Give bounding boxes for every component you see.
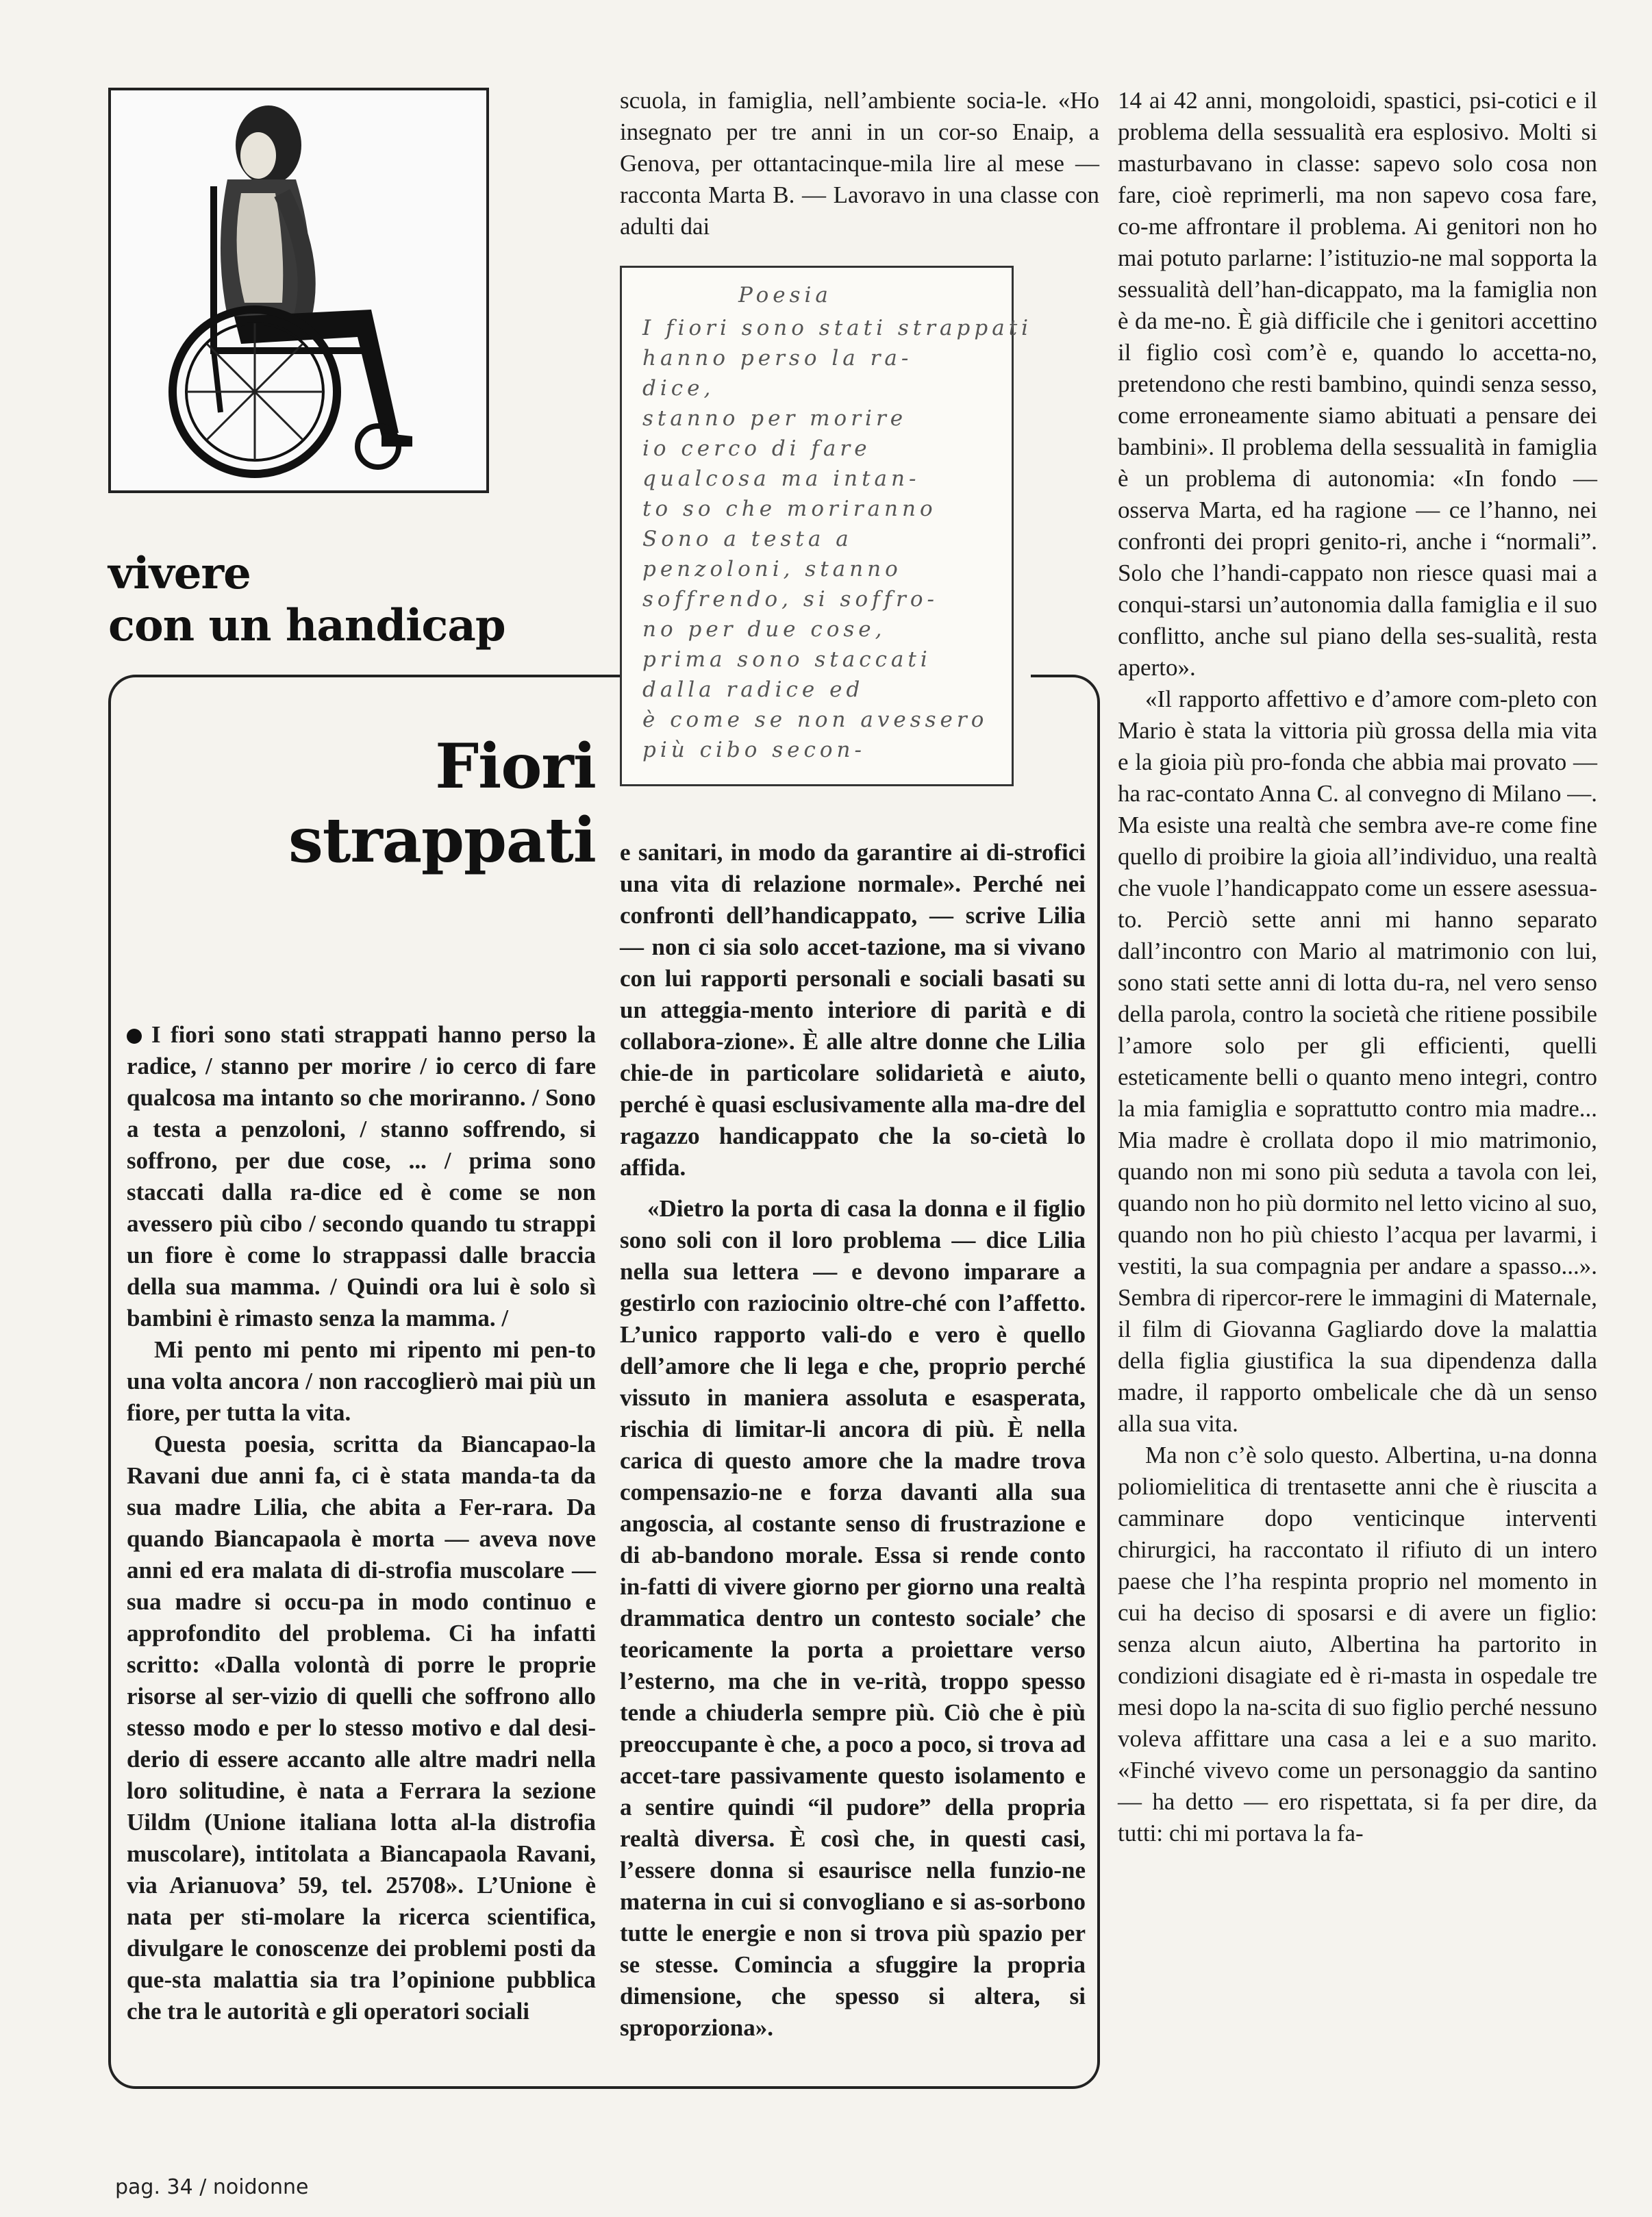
column-middle-bottom bbox=[620, 837, 1086, 2044]
poem-line: dice, bbox=[642, 376, 715, 401]
paragraph: Questa poesia, scritta da Biancapao-la Ravani due anni fa, ci è stata manda-ta da sua madre Lilia, che abita a Fer-rara. Da quando Biancapaola è morta — aveva nove anni ed era malata di di-strofia muscolare — sua madre si occu-pa in modo continuo e approfondito del problema. Ci ha infatti scritto: «Dalla volontà di porre le proprie risorse al ser-vizio di quelli che soffrono allo stesso modo e per lo stesso motivo e dal desi-derio di essere accanto alle altre madri nella loro solitudine, è nata a Ferrara la sezione Uildm (Unione italiana lotta al-la distrofia muscolare), intitolata a Biancapaola Ravani, via Arianuova’ 59, tel. 25708». L’Unione è nata per sti-molare la ricerca scientifica, divulgare le conoscenze dei problemi posti da que-sta malattia sia tra l’opinione pubblica che tra le autorità e gli operatori sociali bbox=[127, 1431, 596, 2025]
poem-line: no per due cose, bbox=[642, 617, 886, 642]
page-footer: pag. 34 / noidonne bbox=[115, 2175, 309, 2199]
poem-line: penzoloni, stanno bbox=[642, 557, 902, 581]
poem-line: prima sono staccati bbox=[642, 647, 931, 672]
poem-line: io cerco di fare bbox=[642, 436, 871, 461]
poem-line: qualcosa ma intan- bbox=[642, 466, 921, 491]
column-left bbox=[127, 1019, 596, 2027]
paragraph-text: I fiori sono stati strappati hanno perso la radice, / stanno per morire / io cerco di fare qualcosa ma intanto so che moriranno. / Sono a testa a penzoloni, / stanno soffrendo, si soffrono, per due cose, ... / prima sono staccati dalla ra-dice ed è come se non avessero più cibo / secondo quando tu strappi un fiore è come lo strappassi dalle braccia della sua mamma. / Quindi ora lui è solo sì bambini è rimasto senza la mamma. / bbox=[127, 1021, 596, 1331]
headline-small bbox=[108, 548, 505, 652]
headline-big bbox=[260, 729, 596, 877]
poem-line: I fiori sono stati strappati bbox=[642, 316, 1033, 340]
poem-line: è come se non avessero bbox=[642, 707, 988, 732]
paragraph: «Il rapporto affettivo e d’amore com-pleto con Mario è stata la vittoria più grossa della mia vita e la gioia più pro-fonda che abbia mai provato — ha rac-contato Anna C. al convegno di Milano —. Ma esiste una realtà che sembra ave-re come fine quello di proibire la gioia all’individuo, una realtà che vuole l’handicappato come un essere asessua-to. Perciò sette anni mi hanno separato dall’incontro con Mario al matrimonio con lui, sono stati sette anni di lotta du-ra, nel vero senso della parola, contro la società che ritiene possibile l’amore solo per gli efficienti, quelli esteticamente belli o quanto meno integri, contro la mia famiglia e soprattutto contro mia madre... Mia madre è crollata dopo il mio matrimonio, quando non mi sono più seduta a tavola con lei, quando non ho più dormito nel letto vicino al suo, quando non ho più chiesto l’acqua per lavarmi, i vestiti, la sua compagnia per andare a spasso...». Sembra di ripercor-rere le immagini di Maternale, il film di Giovanna Gagliardo dove la malattia della figlia giustifica la sua dipendenza dalla madre, il rapporto ombelicale che dà un senso alla sua vita. bbox=[1118, 686, 1597, 1437]
column-right bbox=[1118, 85, 1597, 1849]
poem-line: stanno per morire bbox=[642, 406, 908, 431]
poem-line: più cibo secon- bbox=[642, 738, 866, 762]
paragraph: e sanitari, in modo da garantire ai di-strofici una vita di relazione normale». Perché nei confronti dell’handicappato, — scrive Lilia — non ci sia solo accet-tazione, ma si vivano con lui rapporti personali e sociali basati su un atteggia-mento interiore di parità e di collabora-zione». È alle altre donne che Lilia chie-de in particolare solidarietà e aiuto, perché è quasi esclusivamente alla ma-dre del ragazzo handicappato che la so-cietà lo affida. bbox=[620, 839, 1086, 1181]
paragraph-poem-quote bbox=[127, 1019, 596, 1334]
poem-line: Sono a testa a bbox=[642, 527, 853, 551]
paragraph: Mi pento mi pento mi ripento mi pen-to una volta ancora / non raccoglierò mai più un fiore, per tutta la vita. bbox=[127, 1336, 596, 1426]
poem-line: Poesia bbox=[738, 283, 832, 308]
headline-big-line-2: strappati bbox=[288, 804, 596, 877]
headline-small-line-1: vivere bbox=[108, 548, 251, 599]
column-middle-top bbox=[620, 85, 1099, 242]
paragraph: «Dietro la porta di casa la donna e il figlio sono soli con il loro problema — dice Lilia nella sua lettera — e devono imparare a gestirlo con raziocinio oltre-ché con l’affetto. L’unico rapporto vali-do e vero è quello dell’amore che li lega e che, proprio perché vissuto in maniera assoluta e esasperata, rischia di limitar-li ancora di più. È nella carica di questo amore che la madre trova compensazio-ne e forza davanti alla sua angoscia, al costante senso di frustrazione e di ab-bandono morale. Essa si rende conto in-fatti di vivere giorno per giorno una realtà drammatica dentro un contesto sociale’ che teoricamente la porta a proiettare verso l’esterno, ma che in ve-rità, troppo spesso tende a chiuderla sempre più. Ciò che è più preoccupante è che, a poco a poco, si trova ad accet-tare passivamente questo isolamento e a sentire quindi “il pudore” della propria realtà diversa. È così che, in questi casi, l’essere donna si esaurisce nella funzio-ne materna in cui si convogliano e si as-sorbono tutte le energie e non si trova più spazio per se stesse. Comincia a sfuggire la propria dimensione, che spesso si altera, si sproporziona». bbox=[620, 1195, 1086, 2041]
bullet-icon bbox=[127, 1029, 142, 1044]
wheelchair-photo bbox=[108, 88, 489, 493]
poem-line: dalla radice ed bbox=[642, 677, 864, 702]
handwritten-poem bbox=[620, 266, 1033, 786]
paragraph: 14 ai 42 anni, mongoloidi, spastici, psi-cotici e il problema della sessualità era esplosivo. Molti si masturbavano in classe: sapevo solo cosa non fare, cioè reprimerli, ma non sapevo cosa fare, co-me affrontare il problema. Ai genitori non ho mai potuto parlarne: l’istituzio-ne mal sopporta la sessualità dell’han-dicappato, ma la famiglia non è da me-no. È già difficile che i genitori accettino il figlio così com’è e, quando lo accetta-no, pretendono che resti bambino, quindi senza sesso, come erroneamente siamo abituati a pensare dei bambini». Il problema della sessualità in famiglia è un problema di autonomia: «In fondo — osserva Marta, ed ha ragione — ce l’hanno, nei confronti dei propri genito-ri, anche i “normali”. Solo che l’handi-cappato non riesce quasi mai a conqui-starsi un’autonomia dalla famiglia e il suo conflitto, anche sul piano della ses-sualità, resta aperto». bbox=[1118, 87, 1597, 681]
headline-small-line-2: con un handicap bbox=[108, 600, 505, 651]
paragraph: scuola, in famiglia, nell’ambiente socia-le. «Ho insegnato per tre anni in un cor-so Enaip, a Genova, per ottantacinque-mila lire al mese — racconta Marta B. — Lavoravo in una classe con adulti dai bbox=[620, 87, 1099, 240]
paragraph: Ma non c’è solo questo. Albertina, u-na donna poliomielitica di trentasette anni che è riuscita a camminare dopo venticinque interventi chirurgici, ha raccontato il rifiuto di un intero paese che l’ha respinta proprio nel momento in cui ha deciso di sposarsi e di avere un figlio: senza alcun aiuto, Albertina ha partorito in condizioni disagiate ed è ri-masta in ospedale tre mesi dopo la na-scita di suo figlio perché nessuno voleva affittare una casa a lei e a suo marito. «Finché vivevo come un personaggio da santino — ha detto — ero rispettata, si fa per dire, da tutti: chi mi portava la fa- bbox=[1118, 1442, 1597, 1846]
poem-line: to so che moriranno bbox=[642, 497, 937, 521]
poem-line: hanno perso la ra- bbox=[642, 346, 913, 371]
wheelchair-illustration bbox=[111, 90, 486, 490]
headline-big-line-1: Fiori bbox=[435, 730, 596, 803]
poem-line: soffrendo, si soffro- bbox=[642, 587, 939, 612]
